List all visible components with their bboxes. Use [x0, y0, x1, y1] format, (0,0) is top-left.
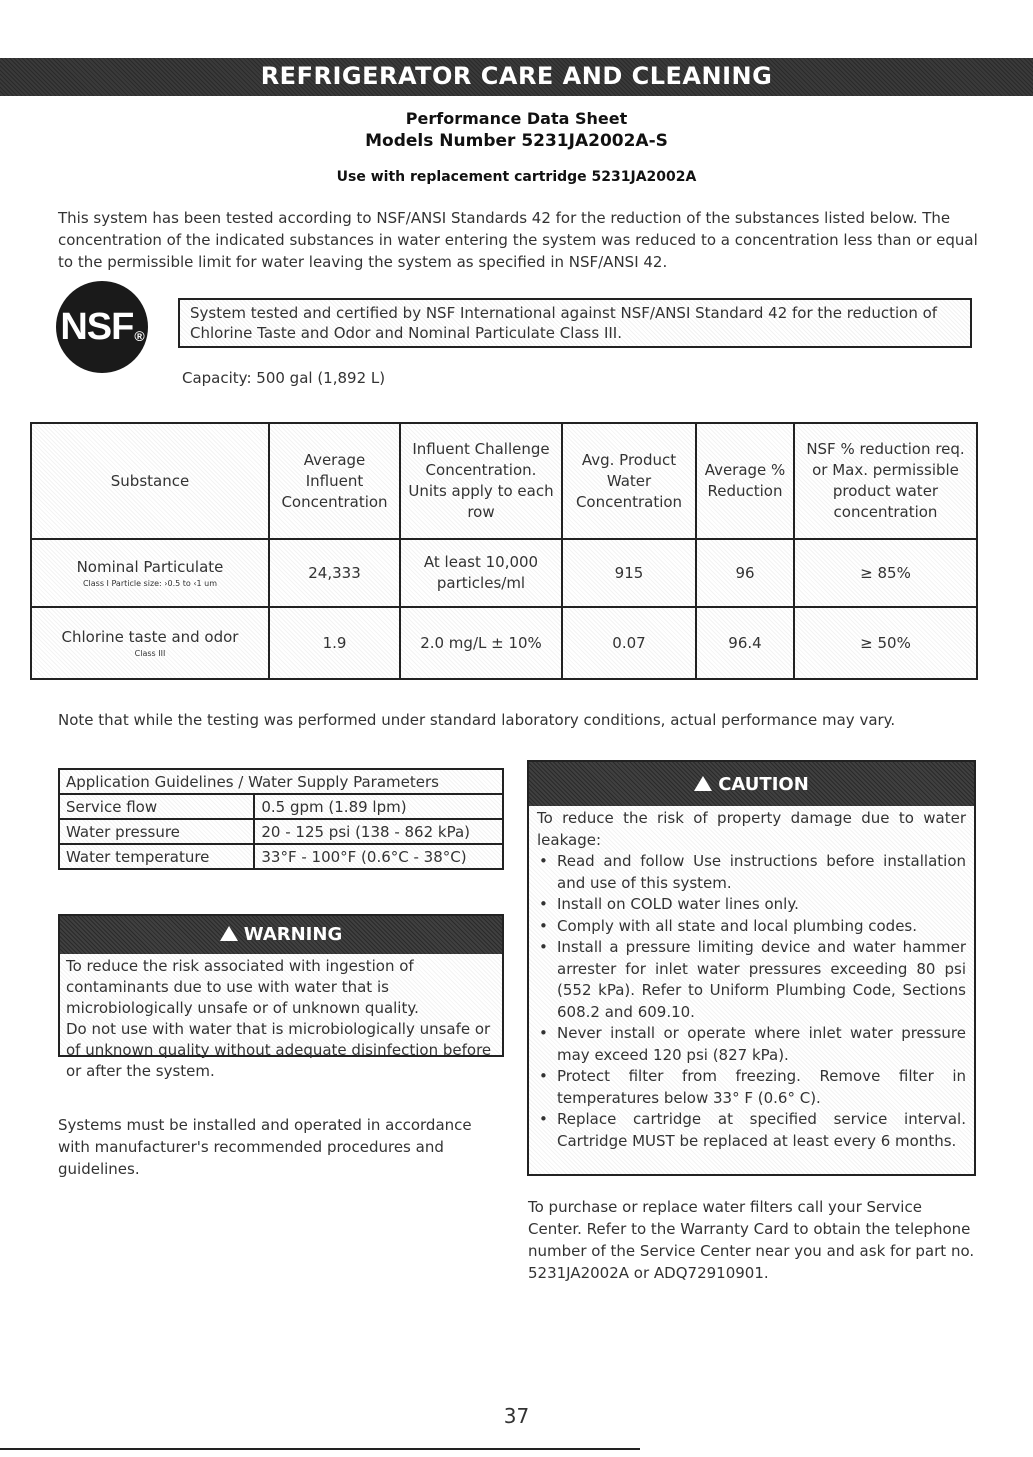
caution-header: !CAUTION — [529, 762, 974, 806]
warning-text: To reduce the risk associated with ingestion of contaminants due to use with water that is microbiologically unsafe or of unknown quality. Do not use with water that is microbiologically unsafe or of unknown quality without adequate disinfection before or after the system. — [66, 957, 492, 1080]
table-row — [31, 539, 977, 607]
header-cell: Influent Challenge Concentration. Units apply to each row — [400, 423, 562, 539]
warning-header: !WARNING — [60, 916, 502, 954]
capacity: Capacity: 500 gal (1,892 L) — [182, 369, 386, 387]
header-cell: Average % Reduction — [696, 423, 794, 539]
param-value: 33°F - 100°F (0.6°C - 38°C) — [254, 844, 503, 869]
warning-box — [58, 914, 504, 1080]
table-cell: 24,333 — [269, 539, 400, 607]
footer-rule — [0, 1448, 640, 1450]
table-cell: 1.9 — [269, 607, 400, 679]
caution-list — [537, 851, 966, 1152]
param-label: Water pressure — [59, 819, 254, 844]
param-value: 0.5 gpm (1.89 lpm) — [254, 794, 503, 819]
table-row — [59, 819, 503, 844]
table-row — [59, 794, 503, 819]
table-header-row — [31, 423, 977, 539]
list-item: • Install on COLD water lines only. — [537, 894, 966, 916]
header-cell: NSF % reduction req. or Max. permissible product water concentration — [794, 423, 977, 539]
table-cell: 96.4 — [696, 607, 794, 679]
table-cell: ≥ 50% — [794, 607, 977, 679]
intro-paragraph: This system has been tested according to NSF/ANSI Standards 42 for the reduction of the substances listed below. The concentration of the indicated substances in water entering the system was reduced to a concentration less than or equal to the permissible limit for water leaving the system as specified in NSF/ANSI 42. — [58, 209, 978, 271]
table-cell: ≥ 85% — [794, 539, 977, 607]
param-label: Water temperature — [59, 844, 254, 869]
caution-box — [527, 760, 976, 1176]
caution-icon — [694, 776, 712, 791]
list-item: • Comply with all state and local plumbing codes. — [537, 916, 966, 938]
param-label: Service flow — [59, 794, 254, 819]
section-title: REFRIGERATOR CARE AND CLEANING — [260, 62, 773, 90]
table-cell: 96 — [696, 539, 794, 607]
substance-cell: Chlorine taste and odor Class III — [31, 607, 269, 679]
header-cell: Avg. Product Water Concentration — [562, 423, 696, 539]
performance-note: Note that while the testing was performed under standard laboratory conditions, actual performance may vary. — [58, 711, 896, 729]
performance-table — [30, 422, 978, 680]
application-guidelines-table — [58, 768, 504, 870]
systems-note: Systems must be installed and operated in accordance with manufacturer's recommended procedures and guidelines. — [58, 1116, 472, 1178]
section-banner — [0, 58, 1033, 96]
list-item: • Replace cartridge at specified service interval. Cartridge MUST be replaced at least every 6 months. — [537, 1109, 966, 1152]
nsf-logo: NSF $_®$ — [56, 281, 148, 373]
list-item: • Read and follow Use instructions before installation and use of this system. — [537, 851, 966, 894]
param-value: 20 - 125 psi (138 - 862 kPa) — [254, 819, 503, 844]
warning-icon — [220, 926, 238, 941]
purchase-info: To purchase or replace water filters call your Service Center. Refer to the Warranty Card to obtain the telephone number of the Service Center near you and ask for part no. 5231JA2002A or ADQ72910901. — [528, 1198, 975, 1282]
sheet-title: Performance Data Sheet — [405, 109, 628, 128]
list-item: • Install a pressure limiting device and water hammer arrester for inlet water pressures exceeding 80 psi (552 kPa). Refer to Uniform Plumbing Code, Sections 608.2 and 609.10. — [537, 937, 966, 1023]
table-cell: At least 10,000 particles/ml — [400, 539, 562, 607]
substance-cell: Nominal Particulate Class I Particle size: ›0.5 to ‹1 um — [31, 539, 269, 607]
caution-text: To reduce the risk of property damage due to water leakage: • Read and follow Use instructions before installation and use of this system. • Install on COLD water lines only. • Comply with all state and local plumbing codes. • Install a pressure limiting device and water hammer arrester for inlet water pressures exceeding 80 psi (552 kPa). Refer to Uniform Plumbing Code, Sections 608.2 and 609.10. • Never install or operate where inlet water pressure may exceed 120 psi (827 kPa). • Protect filter from freezing. Remove filter in temperatures below 33° F (0.6° C). • Replace cartridge at specified service interval. Cartridge MUST be replaced at least every 6 months. — [529, 806, 974, 1154]
list-item: • Protect filter from freezing. Remove filter in temperatures below 33° F (0.6° C). — [537, 1066, 966, 1109]
table-row — [59, 844, 503, 869]
page-number: 37 — [503, 1404, 530, 1428]
model-number: Models Number 5231JA2002A-S — [365, 131, 668, 151]
certification-box: System tested and certified by NSF International against NSF/ANSI Standard 42 for the reduction of Chlorine Taste and Odor and Nominal Particulate Class III. — [178, 298, 972, 348]
table-cell: 0.07 — [562, 607, 696, 679]
table-cell: 2.0 mg/L ± 10% — [400, 607, 562, 679]
cartridge-note: Use with replacement cartridge 5231JA2002A — [336, 169, 697, 185]
table-cell: 915 — [562, 539, 696, 607]
table-row — [31, 607, 977, 679]
header-cell: Average Influent Concentration — [269, 423, 400, 539]
header-cell: Substance — [31, 423, 269, 539]
application-title: Application Guidelines / Water Supply Parameters — [59, 769, 503, 794]
list-item: • Never install or operate where inlet water pressure may exceed 120 psi (827 kPa). — [537, 1023, 966, 1066]
